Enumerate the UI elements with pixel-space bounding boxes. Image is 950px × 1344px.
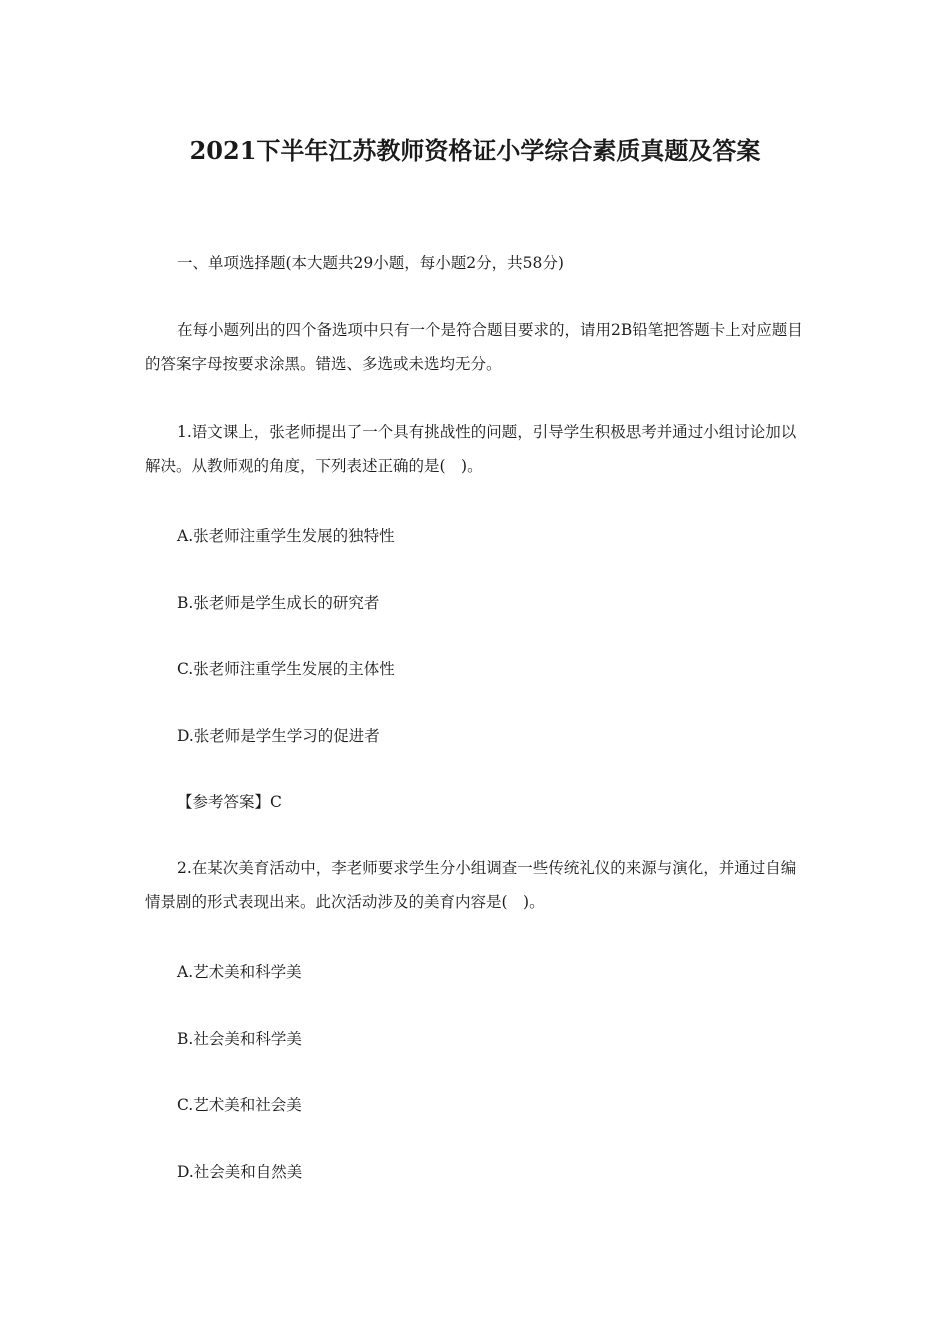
question-1-option-b: B.张老师是学生成长的研究者 (177, 594, 380, 612)
question-2-option-c: C.艺术美和社会美 (177, 1096, 302, 1114)
question-2-stem: 2.在某次美育活动中，李老师要求学生分小组调查一些传统礼仪的来源与演化，并通过自编情景剧的形式表现出来。此次活动涉及的美育内容是( )。 (145, 859, 797, 911)
question-1-option-c: C.张老师注重学生发展的主体性 (177, 660, 395, 678)
question-2-option-b: B.社会美和科学美 (177, 1030, 302, 1048)
question-1-option-a: A.张老师注重学生发展的独特性 (177, 527, 395, 545)
question-2-option-d: D.社会美和自然美 (177, 1163, 303, 1181)
question-2-option-a: A.艺术美和科学美 (177, 963, 302, 981)
question-1-stem: 1.语文课上，张老师提出了一个具有挑战性的问题，引导学生积极思考并通过小组讨论加以解决。从教师观的角度，下列表述正确的是( )。 (145, 423, 797, 475)
section-heading: 一、单项选择题(本大题共29小题，每小题2分，共58分) (177, 254, 564, 272)
question-1-option-d: D.张老师是学生学习的促进者 (177, 727, 380, 745)
instructions: 在每小题列出的四个备选项中只有一个是符合题目要求的，请用2B铅笔把答题卡上对应题目的答案字母按要求涂黑。错选、多选或未选均无分。 (145, 321, 803, 373)
question-1-answer: 【参考答案】C (177, 793, 282, 811)
document-title: 2021下半年江苏教师资格证小学综合素质真题及答案 (189, 136, 761, 165)
